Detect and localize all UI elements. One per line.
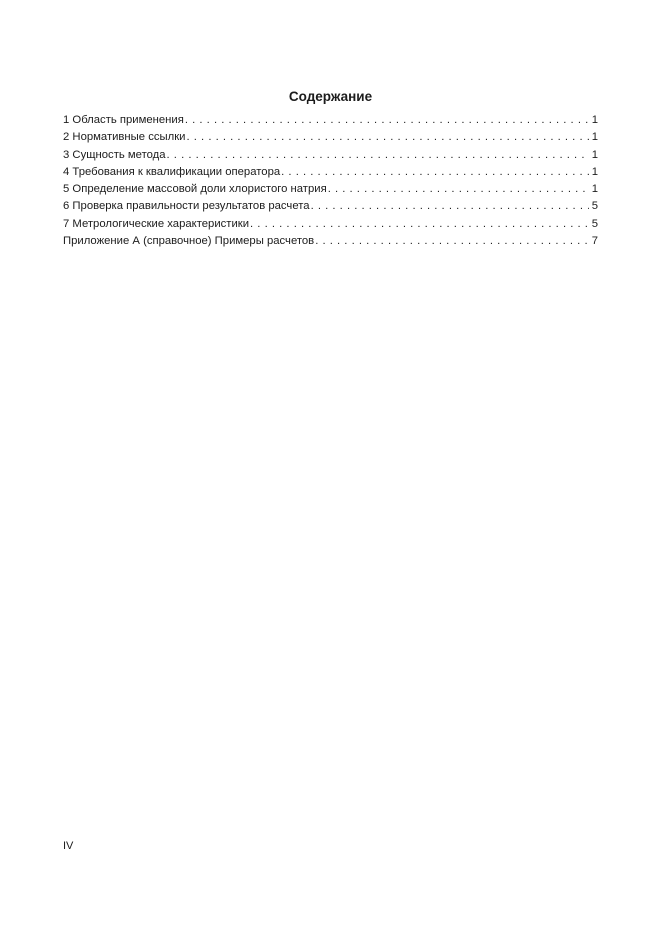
toc-entry-page: 1 [591, 165, 598, 178]
toc-entry-label: 2 Нормативные ссылки [63, 131, 186, 144]
page-title: Содержание [288, 89, 373, 104]
toc-entry-page: 5 [591, 217, 598, 230]
dot-leader [167, 147, 589, 164]
toc-entry-label: 4 Требования к квалификации оператора [63, 165, 281, 178]
toc-entry-label: Приложение А (справочное) Примеры расчетов [63, 235, 315, 248]
toc-entry-label: 5 Определение массовой доли хлористого натрия [63, 183, 327, 196]
toc-entry[interactable] [63, 164, 598, 181]
dot-leader [311, 198, 589, 215]
toc-entry-label: 6 Проверка правильности результатов расчета [63, 200, 310, 213]
toc-entry[interactable] [63, 216, 598, 233]
table-of-contents [63, 112, 598, 250]
toc-entry-label: 7 Метрологические характеристики [63, 217, 250, 230]
toc-entry[interactable] [63, 181, 598, 198]
toc-entry-page: 1 [591, 183, 598, 196]
toc-entry-page: 7 [591, 235, 598, 248]
toc-entry-label: 3 Сущность метода [63, 148, 166, 161]
page-number: IV [63, 840, 74, 852]
dot-leader [186, 129, 588, 146]
dot-leader [185, 112, 589, 129]
toc-entry[interactable] [63, 233, 598, 250]
toc-entry-page: 5 [591, 200, 598, 213]
dot-leader [281, 164, 589, 181]
toc-entry[interactable] [63, 129, 598, 146]
dot-leader [250, 216, 589, 233]
toc-entry[interactable] [63, 112, 598, 129]
toc-entry-page: 1 [591, 148, 598, 161]
dot-leader [328, 181, 589, 198]
toc-entry[interactable] [63, 147, 598, 164]
toc-entry[interactable] [63, 198, 598, 215]
toc-section [63, 88, 598, 250]
toc-entry-label: 1 Область применения [63, 114, 184, 126]
toc-entry-page: 1 [591, 114, 598, 126]
toc-entry-page: 1 [591, 131, 598, 144]
dot-leader [315, 233, 589, 250]
